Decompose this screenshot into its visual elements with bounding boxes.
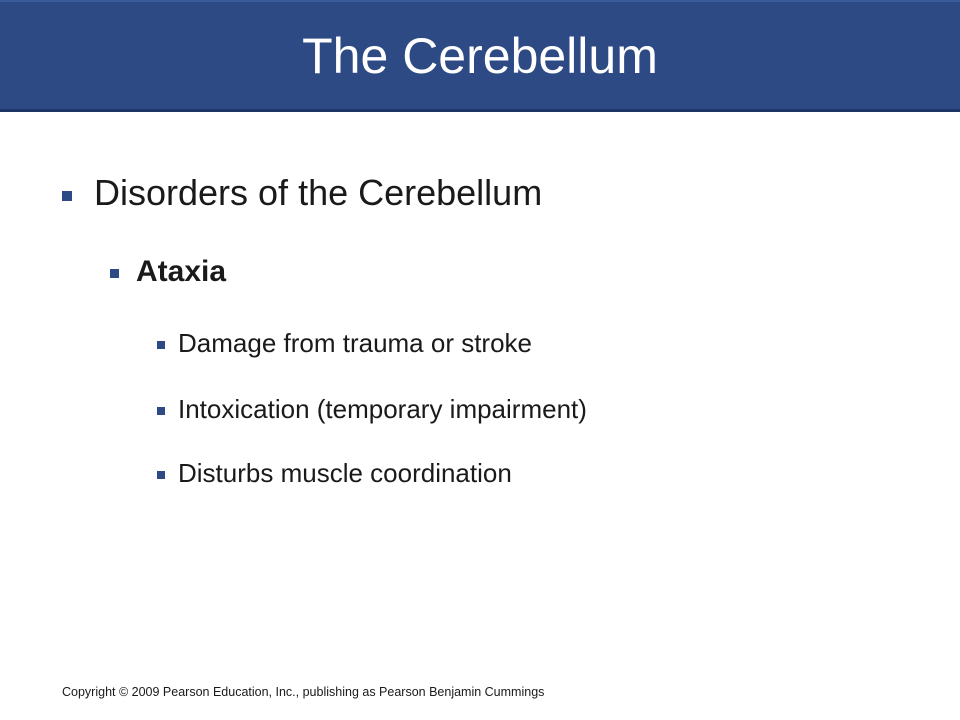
square-bullet-icon bbox=[157, 471, 165, 479]
bullet-level1 bbox=[62, 170, 542, 216]
bullet-level3-item bbox=[157, 392, 587, 426]
square-bullet-icon bbox=[157, 341, 165, 349]
bullet-level3-item bbox=[157, 326, 532, 360]
bullet-level3-text: Intoxication (temporary impairment) bbox=[178, 394, 587, 424]
bullet-level3-text: Damage from trauma or stroke bbox=[178, 328, 533, 358]
square-bullet-icon bbox=[157, 407, 165, 415]
square-bullet-icon bbox=[110, 269, 119, 278]
square-bullet-icon bbox=[62, 191, 72, 201]
slide-title: The Cerebellum bbox=[302, 28, 658, 84]
bullet-level2 bbox=[110, 252, 226, 292]
title-bar bbox=[0, 0, 960, 112]
bullet-level1-text: Disorders of the Cerebellum bbox=[94, 172, 543, 213]
bullet-level3-text: Disturbs muscle coordination bbox=[178, 458, 512, 488]
bullet-level2-text: Ataxia bbox=[136, 255, 227, 288]
copyright-footer: Copyright © 2009 Pearson Education, Inc., publishing as Pearson Benjamin Cummings bbox=[62, 685, 545, 699]
bullet-level3-item bbox=[157, 456, 512, 490]
